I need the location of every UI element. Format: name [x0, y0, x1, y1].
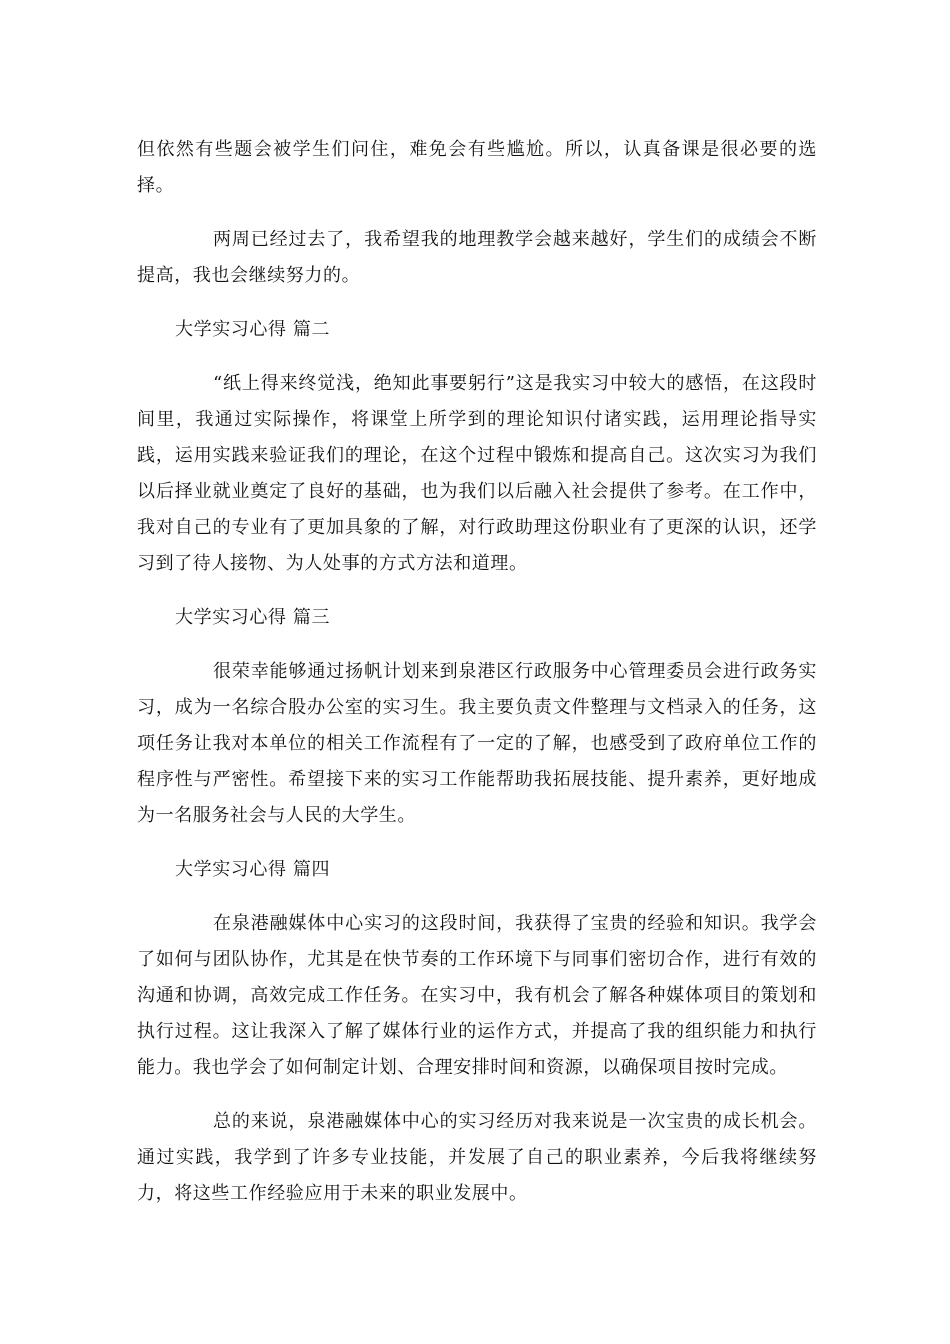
paragraph-part-three: 很荣幸能够通过扬帆计划来到泉港区行政服务中心管理委员会进行政务实习，成为一名综合股办公室的实习生。我主要负责文件整理与文档录入的任务，这项任务让我对本单位的相关工作流程有了一定的了解，也感受到了政府单位工作的程序性与严密性。希望接下来的实习工作能帮助我拓展技能、提升素养，更好地成为一名服务社会与人民的大学生。: [137, 661, 817, 826]
section-heading-part-three: 大学实习心得 篇三: [175, 607, 331, 628]
paragraph-part-two: “纸上得来终觉浅，绝知此事要躬行”这是我实习中较大的感悟，在这段时间里，我通过实际操作，将课堂上所学到的理论知识付诸实践，运用理论指导实践，运用实践来验证我们的理论，在这个过程中锻炼和提高自己。这次实习为我们以后择业就业奠定了良好的基础，也为我们以后融入社会提供了参考。在工作中，我对自己的专业有了更加具象的了解，对行政助理这份职业有了更深的认识，还学习到了待人接物、为人处事的方式方法和道理。: [137, 373, 817, 574]
document-body: [137, 132, 817, 1230]
section-heading-part-two: 大学实习心得 篇二: [175, 319, 331, 340]
paragraph-conclusion: 总的来说，泉港融媒体中心的实习经历对我来说是一次宝贵的成长机会。通过实践，我学到了许多专业技能，并发展了自己的职业素养，今后我将继续努力，将这些工作经验应用于未来的职业发展中。: [137, 1111, 817, 1204]
paragraph-part-four: 在泉港融媒体中心实习的这段时间，我获得了宝贵的经验和知识。我学会了如何与团队协作，尤其是在快节奏的工作环境下与同事们密切合作，进行有效的沟通和协调，高效完成工作任务。在实习中，我有机会了解各种媒体项目的策划和执行过程。这让我深入了解了媒体行业的运作方式，并提高了我的组织能力和执行能力。我也学会了如何制定计划、合理安排时间和资源，以确保项目按时完成。: [137, 913, 817, 1078]
section-heading-part-four: 大学实习心得 篇四: [175, 859, 331, 880]
paragraph-geography-teaching: 两周已经过去了，我希望我的地理教学会越来越好，学生们的成绩会不断提高，我也会继续努力的。: [137, 229, 817, 286]
paragraph-continuation: 但依然有些题会被学生们问住，难免会有些尴尬。所以，认真备课是很必要的选择。: [137, 139, 817, 196]
